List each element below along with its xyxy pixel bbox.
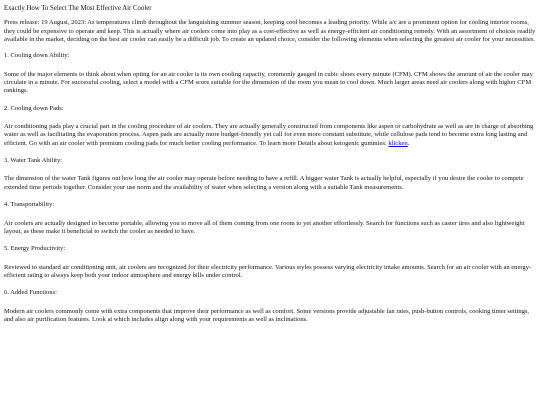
section-body-transportability: Air coolers are actually designed to become portable, allowing you to move all of them coming from one room to yet another effortlessly. Search for functions such as caster tires and also lightweight layout, as these make it beneficial to switch the cooler as needed to have.	[4, 219, 525, 235]
section-heading-added-functions: 6. Added Functions:	[4, 289, 57, 297]
section-heading-energy-productivity: 5. Energy Productivity:	[4, 245, 66, 253]
article-title: Exactly How To Select The Most Effective Air Cooler	[4, 5, 152, 12]
section-heading-transportability: 4. Transportability:	[4, 201, 55, 209]
section-body-cooling-ability: Some of the major elements to think about when opting for an air cooler is its own cooling capacity, commonly gauged in cubic shoes every minute (CFM). CFM shows the amount of air the cooler may circulate in a minute. For successful cooling, select a model with a CFM score suitable for the dimension of the room you mean to cool down. Much larger areas need air coolers along with higher CFM rankings.	[4, 70, 533, 95]
cooling-pads-text: Air conditioning pads play a crucial part in the cooling procedure of air coolers. They are actually generally constructed from components like aspen or carbohydrate as well as are in charge of absorbing water as well as facilitating the evaporation process. Aspen pads are actually more budget-friendly yet call for even more constant substitute, while cellulose pads tend to become extra long lasting and efficient. Go with an air cooler with premium cooling pads for much better cooling performance. To learn more Details about ketogenic gummies:	[4, 123, 534, 147]
klicken-link[interactable]: klicken	[388, 139, 408, 147]
cooling-pads-period: .	[407, 139, 410, 147]
section-heading-cooling-ability: 1. Cooling down Ability:	[4, 52, 70, 60]
article-intro: Press release: 19 August, 2023: As temperatures climb throughout the languishing summer season, keeping cool becomes a leading priority. While a/c are a prominent option for cooling interior rooms, they could be expensive to operate and keep. This is actually where air coolers come into play as a cost-effective as well as energy-efficient air conditioning remedy. With an assortment of choices readily available in the market, deciding on the best air cooler can easily be a difficult job. To create an updated choice, consider the following elements when selecting the greatest air cooler for your necessities.	[4, 19, 536, 44]
section-body-water-tank: The dimension of the water Tank figures out how long the air cooler may operate before needing to have a refill. A bigger water Tank is actually helpful, especially if you desire the cooler to compete extended time periods together. Consider your use norm and the availability of water when selecting a version along with a suitable Tank measurements.	[4, 175, 524, 191]
section-body-cooling-pads	[4, 123, 536, 148]
section-heading-water-tank: 3. Water Tank Ability:	[4, 157, 63, 165]
section-body-energy-productivity: Reviewed to standard air conditioning unit, air coolers are recognized for their electricity performance. Various styles possess varying electricity intake amounts. Search for an air cooler with an energy-efficient rating to always keep both your indoor atmosphere and energy bills under control.	[4, 263, 532, 279]
section-heading-cooling-pads: 2. Cooling down Pads:	[4, 104, 64, 112]
section-body-added-functions: Modern air coolers commonly come with extra components that improve their performance as well as comfort. Some versions provide adjustable fan rates, push-button controls, cooking timer settings, and also air purification features. Look at which includes align along with your requirements as well as inclinations.	[4, 307, 530, 323]
